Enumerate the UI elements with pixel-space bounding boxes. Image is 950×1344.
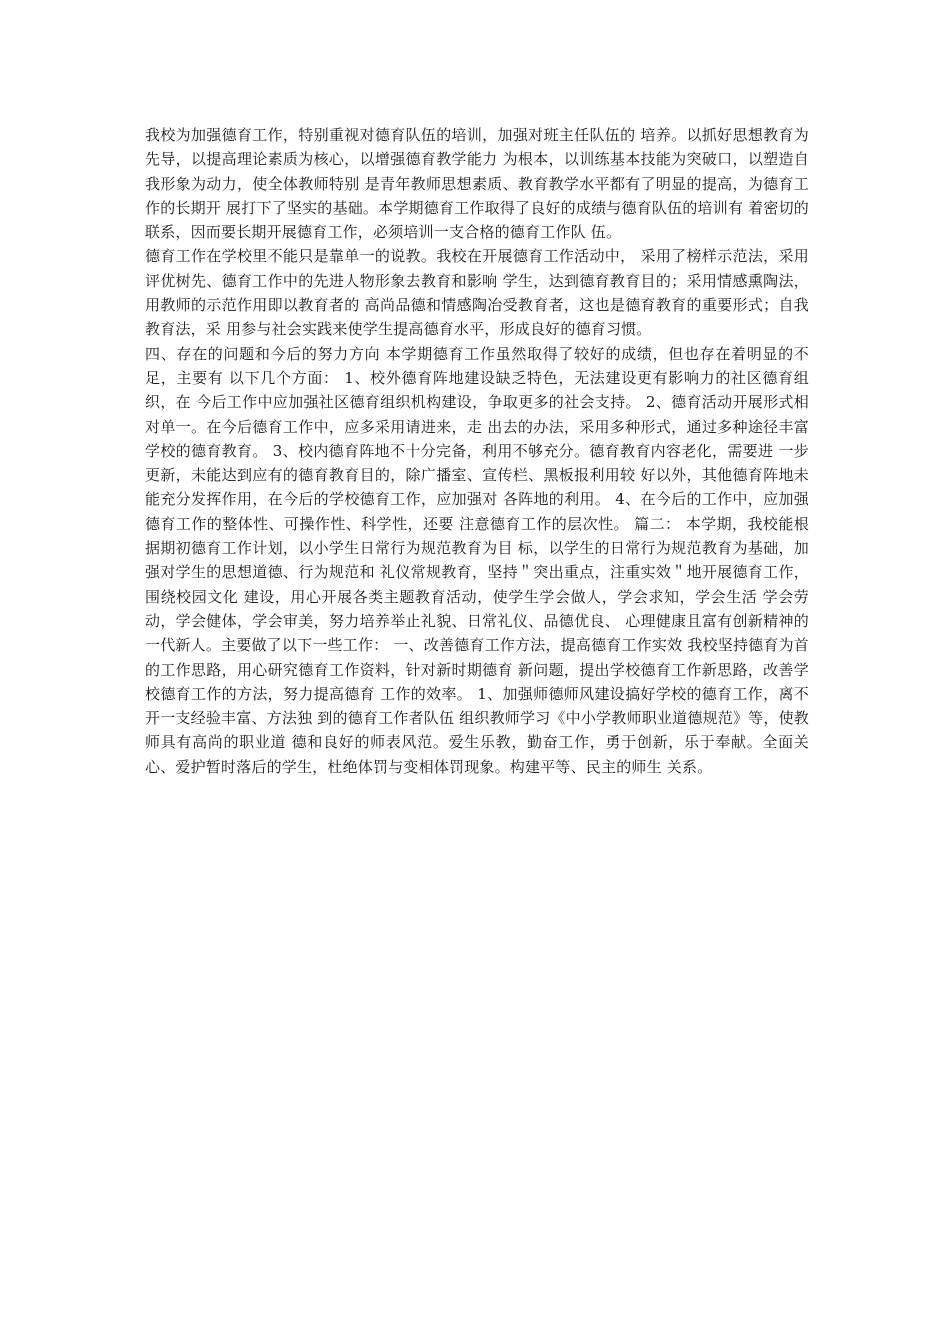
document-body (145, 123, 809, 779)
paragraph-moral-methods: 德育工作在学校里不能只是靠单一的说教。我校在开展德育工作活动中， 采用了榜样示范法，采用评优树先、德育工作中的先进人物形象去教育和影响 学生，达到德育教育目的；采用情感熏陶法，用教师的示范作用即以教育者的 高尚品德和情感陶冶受教育者，这也是德育教育的重要形式；自我教育法，采 用参与社会实践来使学生提高德育水平，形成良好的德育习惯。 (145, 247, 809, 339)
paragraph-problems-and-plans: 四、存在的问题和今后的努力方向 本学期德育工作虽然取得了较好的成绩，但也存在着明显的不足，主要有 以下几个方面： 1、校外德育阵地建设缺乏特色，无法建设更有影响力的社区德育组织，在 今后工作中应加强社区德育组织机构建设，争取更多的社会支持。 2、德育活动开展形式相对单一。在今后德育工作中，应多采用请进来，走 出去的办法，采用多种形式，通过多种途径丰富学校的德育教育。 3、校内德育阵地不十分完备，利用不够充分。德育教育内容老化，需要进 一步更新，未能达到应有的德育教育目的，除广播室、宣传栏、黑板报利用较 好以外，其他德育阵地未能充分发挥作用，在今后的学校德育工作，应加强对 各阵地的利用。 4、在今后的工作中，应加强德育工作的整体性、可操作性、科学性，还要 注意德育工作的层次性。 篇二： 本学期，我校能根据期初德育工作计划，以小学生日常行为规范教育为目 标，以学生的日常行为规范教育为基础，加强对学生的思想道德、行为规范和 礼仪常规教育，坚持＂突出重点，注重实效＂地开展德育工作，围绕校园文化 建设，用心开展各类主题教育活动，使学生学会做人，学会求知，学会生活 学会劳动，学会健体，学会审美，努力培养举止礼貌、日常礼仪、品德优良、 心理健康且富有创新精神的一代新人。主要做了以下一些工作： 一、改善德育工作方法，提高德育工作实效 我校坚持德育为首的工作思路，用心研究德育工作资料，针对新时期德育 新问题，提出学校德育工作新思路，改善学校德育工作的方法，努力提高德育 工作的效率。 1、加强师德师风建设搞好学校的德育工作，离不开一支经验丰富、方法独 到的德育工作者队伍 组织教师学习《中小学教师职业道德规范》等，使教师具有高尚的职业道 德和良好的师表风范。爱生乐教，勤奋工作，勇于创新，乐于奉献。全面关 心、爱护暂时落后的学生，杜绝体罚与变相体罚现象。构建平等、民主的师生 关系。 (145, 344, 809, 776)
paragraph-teacher-training: 我校为加强德育工作，特别重视对德育队伍的培训，加强对班主任队伍的 培养。以抓好思想教育为先导，以提高理论素质为核心，以增强德育教学能力 为根本，以训练基本技能为突破口，以塑造自我形象为动力，使全体教师特别 是青年教师思想素质、教育教学水平都有了明显的提高，为德育工作的长期开 展打下了坚实的基础。本学期德育工作取得了良好的成绩与德育队伍的培训有 着密切的联系，因而要长期开展德育工作，必须培训一支合格的德育工作队 伍。 (145, 126, 809, 242)
